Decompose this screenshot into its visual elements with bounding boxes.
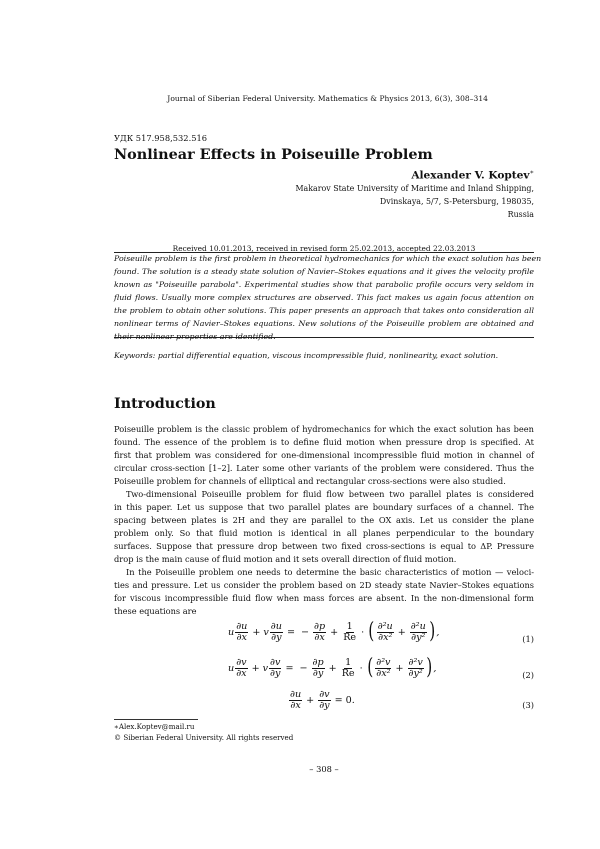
author-footnote-mark: ∗: [529, 168, 534, 176]
affiliation-line: Makarov State University of Maritime and Inland Shipping,: [295, 184, 534, 193]
footnote-rule: [114, 719, 198, 720]
footnote-email: ∗Alex.Koptev@mail.ru: [114, 722, 195, 731]
running-head: Journal of Siberian Federal University. Mathematics & Physics 2013, 6(3), 308–314: [167, 94, 488, 103]
body-line: In the Poiseuille problem one needs to determine the basic characteristics of motion — veloci-: [126, 567, 534, 577]
body-line: ties and pressure. Let us consider the problem based on 2D steady state Navier–Stokes equations: [114, 580, 534, 590]
author-name: [300, 168, 534, 182]
section-heading: Introduction: [114, 396, 216, 412]
body-line: surfaces. Suppose that pressure drop between two fixed cross-sections is equal to ΔP. Pressure: [114, 541, 534, 551]
affiliation-line: Russia: [507, 210, 534, 219]
body-line: spacing between plates is 2H and they are parallel to the OX axis. Let us consider the plane: [114, 515, 534, 525]
affiliation-line: Dvinskaya, 5/7, S-Petersburg, 198035,: [379, 197, 534, 206]
body-line: Two-dimensional Poiseuille problem for fluid flow between two parallel plates is considered: [126, 489, 534, 499]
body-line: circular cross-section [1–2]. Later some other variants of the problem were considered. Thus the: [114, 463, 534, 473]
received-dates: Received 10.01.2013, received in revised form 25.02.2013, accepted 22.03.2013: [172, 244, 476, 253]
body-line: Poiseuille problem is the classic problem of hydromechanics for which the exact solution has been: [114, 424, 534, 434]
udc-code: УДК 517.958,532.516: [114, 133, 208, 143]
body-line: problem only. So that fluid motion is identical in all planes perpendicular to the boundary: [114, 528, 534, 538]
equation-number: (3): [522, 700, 534, 710]
equation-number: (2): [522, 670, 534, 680]
body-line: first that problem was considered for one-dimensional incompressible fluid motion in channel of: [114, 450, 534, 460]
footnote-copyright: © Siberian Federal University. All rights reserved: [114, 733, 294, 742]
equation-2: u $\frac{\partial v}{\partial x}$ + v $\frac{\partial v}{\partial y}$ = − $\frac{\partial p}{\partial y}$ + $\frac{1}{Re}$ · ( $\frac{\text{∂²v}}{\text{∂x²}}$ + $\frac{\text{∂²v}}{\text{∂y²}}$ ) ,: [228, 655, 437, 680]
equation-3: $\frac{\partial u}{\partial x}$ + $\frac{\partial v}{\partial y}$ = 0.: [290, 689, 355, 711]
keywords: Keywords: partial differential equation, viscous incompressible fluid, nonlinearity, exact solution.: [114, 351, 499, 360]
abstract-line: fluid flows. Usually more complex structures are observed. This fact makes us again focus attention on: [114, 293, 534, 302]
abstract-line: the problem to obtain other solutions. This paper presents an approach that takes onto consideration all: [114, 306, 534, 315]
abstract-line: known as "Poiseuille parabola". Experimental studies show that parabolic profile occurs very seldom in: [114, 280, 534, 289]
body-line: in this paper. Let us suppose that two parallel plates are boundary surfaces of a channel. The: [114, 502, 534, 512]
paper-title: Nonlinear Effects in Poiseuille Problem: [114, 146, 433, 163]
equation-number: (1): [522, 634, 534, 644]
abstract-line: nonlinear terms of Navier–Stokes equations. New solutions of the Poiseuille problem are obtained and: [114, 319, 534, 328]
abstract-line: Poiseuille problem is the first problem in theoretical hydromechanics for which the exact solution has been: [114, 254, 542, 263]
body-line: these equations are: [114, 606, 197, 616]
equation-1: u $\frac{\partial u}{\partial x}$ + v $\frac{\partial u}{\partial y}$ = − $\frac{\partial p}{\partial x}$ + $\frac{1}{Re}$ · ( $\frac{\text{∂²u}}{\text{∂x²}}$ + $\frac{\text{∂²u}}{\text{∂y²}}$ ) ,: [228, 619, 440, 644]
abstract-line: their nonlinear properties are identified.: [114, 332, 276, 341]
body-line: Poiseuille problem for channels of elliptical and rectangular cross-sections were also studied.: [114, 476, 506, 486]
abstract-line: found. The solution is a steady state solution of Navier–Stokes equations and it gives the velocity profile: [114, 267, 534, 276]
body-line: for viscous incompressible fluid flow when mass forces are absent. In the non-dimensional form: [114, 593, 534, 603]
body-line: found. The essence of the problem is to define fluid motion when pressure drop is specified. At: [114, 437, 534, 447]
page-number: – 308 –: [309, 764, 339, 774]
body-line: drop is the main cause of fluid motion and it sets overall direction of fluid motion.: [114, 554, 457, 564]
author-name-text: Alexander V. Koptev: [411, 169, 530, 182]
